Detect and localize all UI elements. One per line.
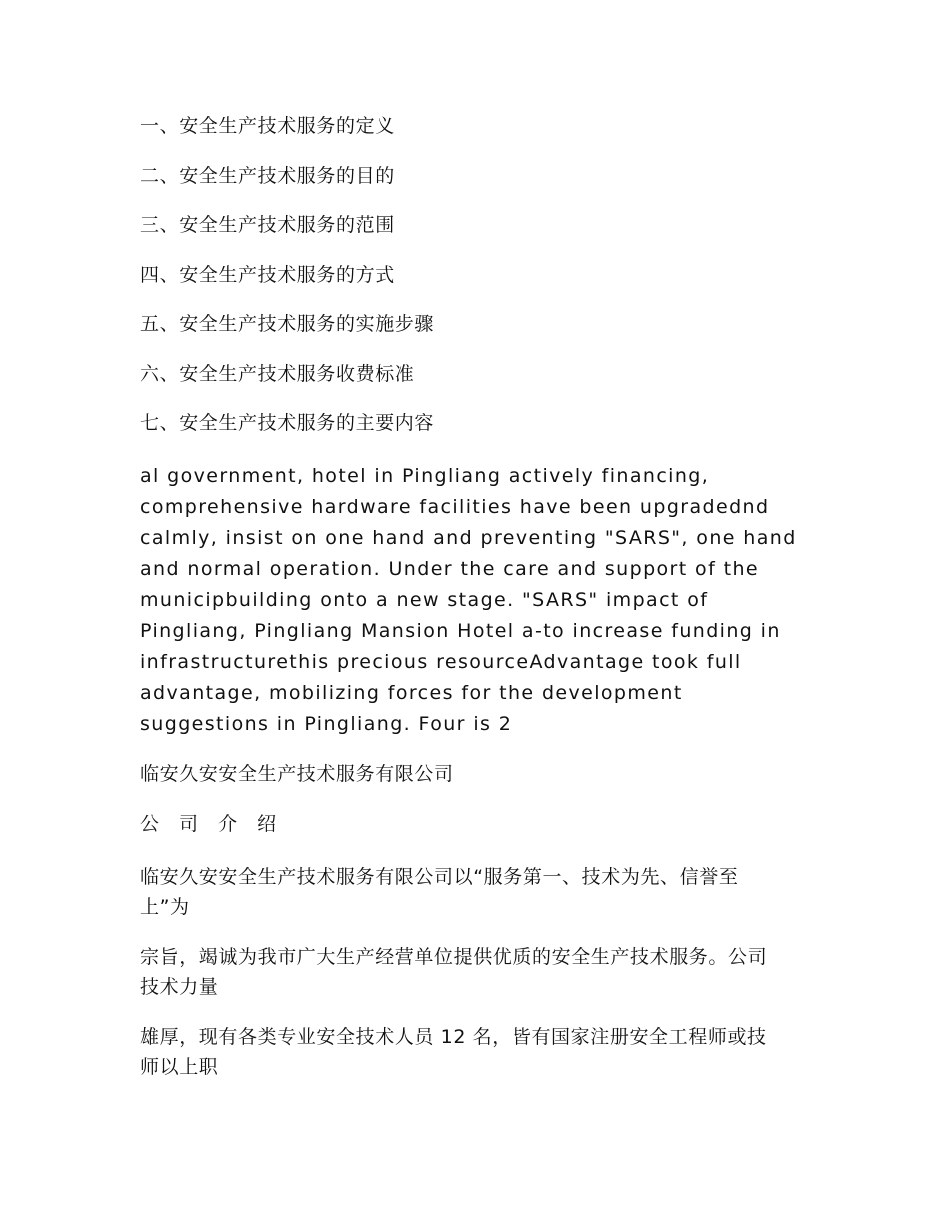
paragraph-line: 临安久安安全生产技术服务有限公司以“服务第一、技术为先、信誉至 xyxy=(140,865,739,888)
english-paragraph xyxy=(140,461,812,740)
paragraph-line: 师以上职 xyxy=(140,1055,219,1078)
company-name: 临安久安安全生产技术服务有限公司 xyxy=(140,762,454,785)
table-of-contents xyxy=(140,114,812,435)
toc-item: 七、安全生产技术服务的主要内容 xyxy=(140,412,435,434)
toc-item: 二、安全生产技术服务的目的 xyxy=(140,164,395,187)
paragraph-line: suggestions in Pingliang. Four is 2 xyxy=(140,712,513,735)
paragraph-line: calmly, insist on one hand and preventing "SARS", one hand xyxy=(140,526,797,549)
paragraph-line: municipbuilding onto a new stage. "SARS" impact of xyxy=(140,588,709,611)
paragraph-line: 宗旨，竭诚为我市广大生产经营单位提供优质的安全生产技术服务。公司 xyxy=(140,945,768,968)
toc-item: 一、安全生产技术服务的定义 xyxy=(140,115,395,137)
body-paragraph xyxy=(140,862,812,922)
paragraph-line: al government, hotel in Pingliang actively financing, xyxy=(140,464,710,487)
body-paragraph xyxy=(140,942,812,1002)
toc-item: 四、安全生产技术服务的方式 xyxy=(140,263,395,286)
body-paragraph xyxy=(140,1022,812,1082)
paragraph-line: and normal operation. Under the care and support of the xyxy=(140,557,759,580)
paragraph-line: Pingliang, Pingliang Mansion Hotel a-to increase funding in xyxy=(140,619,781,642)
toc-item: 六、安全生产技术服务收费标准 xyxy=(140,362,415,385)
paragraph-line: infrastructurethis precious resourceAdvantage took full xyxy=(140,650,742,673)
paragraph-line: comprehensive hardware facilities have been upgradednd xyxy=(140,495,770,518)
document-page xyxy=(140,114,812,1102)
paragraph-line: 技术力量 xyxy=(140,975,219,998)
paragraph-line: 雄厚，现有各类专业安全技术人员 12 名，皆有国家注册安全工程师或技 xyxy=(140,1025,767,1048)
toc-item: 五、安全生产技术服务的实施步骤 xyxy=(140,313,435,335)
toc-item: 三、安全生产技术服务的范围 xyxy=(140,214,395,236)
paragraph-line: advantage, mobilizing forces for the development xyxy=(140,681,683,704)
section-title: 公 司 介 绍 xyxy=(140,812,284,835)
paragraph-line: 上”为 xyxy=(140,895,190,918)
